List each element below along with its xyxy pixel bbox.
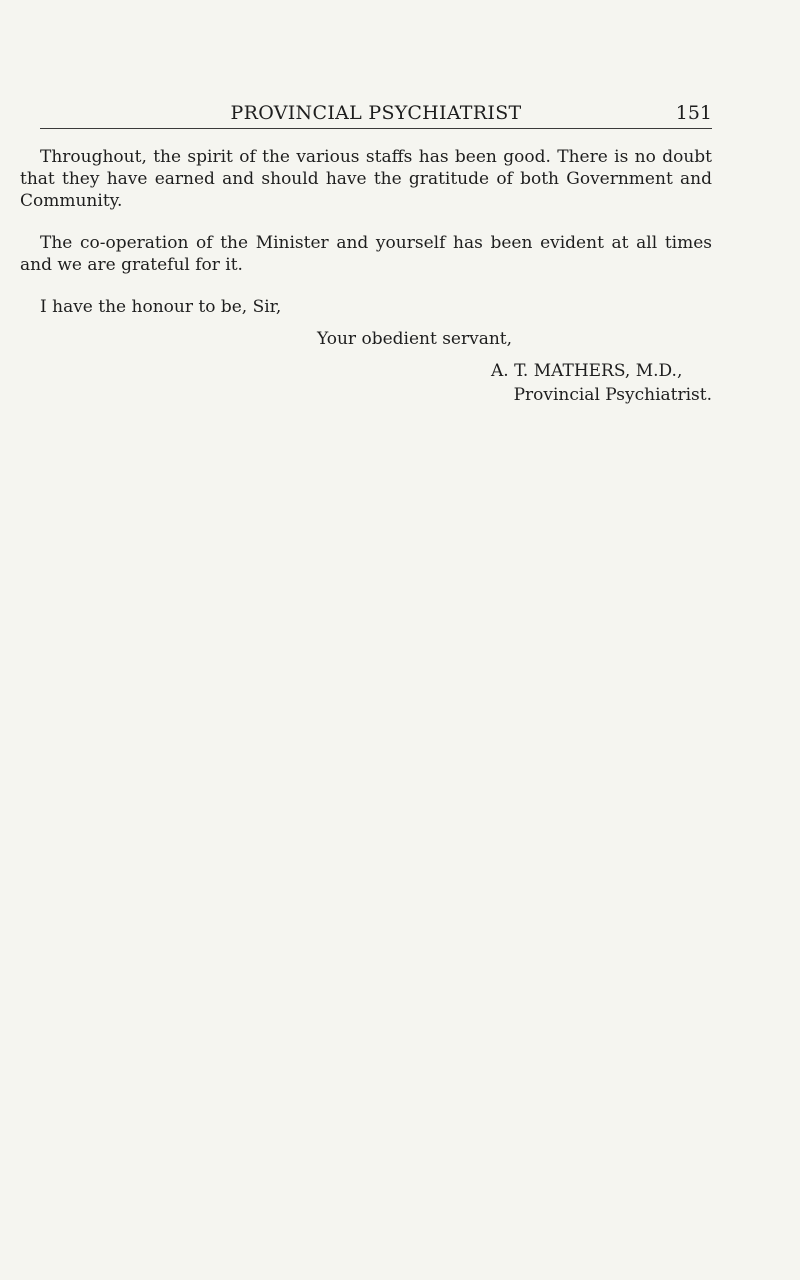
signature-block [20,328,712,406]
valediction: Your obedient servant, [317,329,513,349]
paragraph-cooperation: The co-operation of the Minister and yourself has been evident at all times and we are grateful for it. [20,233,712,275]
closing-line: I have the honour to be, Sir, [40,297,282,317]
signatory-name: A. T. MATHERS, M.D., [491,361,683,381]
paragraph-staffs: Throughout, the spirit of the various staffs has been good. There is no doubt that they have earned and should have the gratitude of both Government and Community. [20,147,712,211]
page-number: 151 [675,102,712,124]
signatory-title: Provincial Psychiatrist. [513,385,712,405]
page-header [40,100,712,129]
running-head: PROVINCIAL PSYCHIATRIST [230,102,522,124]
letter-body [20,146,712,406]
